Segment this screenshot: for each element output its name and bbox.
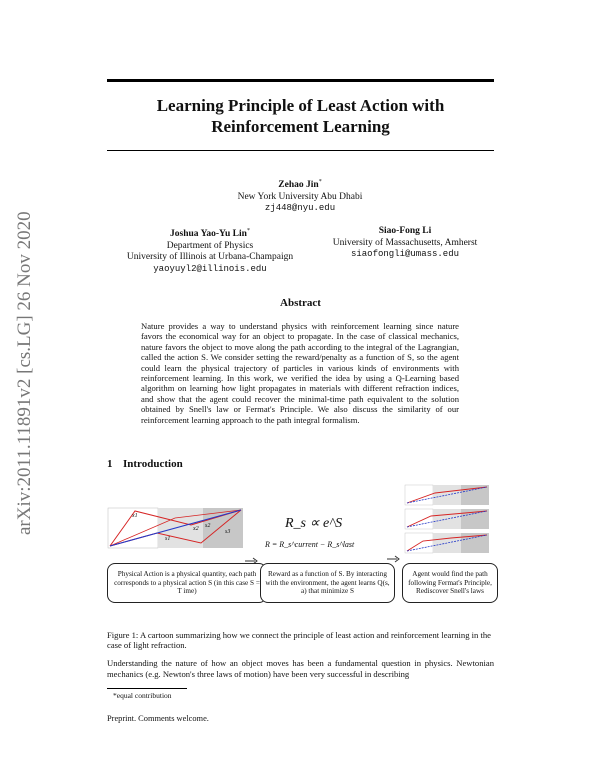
learned-paths-panel <box>405 485 489 553</box>
equation-reward-proportional: R_s ∝ e^S <box>285 516 343 531</box>
figure-caption: Figure 1: A cartoon summarizing how we connect the principle of least action and reinforcement learning in the case of light refraction. <box>107 630 491 651</box>
abstract-body: Nature provides a way to understand physics with reinforcement learning since nature favors the economical way for an object to propagate. In the case of classical mechanics, nature favors the object to move along the path according to the integral of the Lagrangian, called the action S. We consider setting the reward/penalty as a function of S, so the agent could learn the physical trajectory of particles in various kinds of environments with reinforcement learning. In this work, we verified the idea by using a Q-Learning based algorithm on learning how light propagates in materials with different refraction indices, and show that the agent could recover the minimal-time path equivalent to the solution obtained by Snell's law or Fermat's Principle. We also discuss the similarity of our reinforcement learning approach to the path integral formalism. <box>141 321 459 425</box>
author-affiliation-2: University of Illinois at Urbana-Champaign <box>126 252 294 263</box>
author-block-2 <box>110 226 310 275</box>
label-s2: s2 <box>205 523 211 529</box>
author-affiliation: University of Massachusetts, Amherst <box>332 237 478 248</box>
label-s1: s1 <box>165 536 171 542</box>
refraction-panel <box>108 508 243 548</box>
preprint-footer: Preprint. Comments welcome. <box>107 714 209 723</box>
footnote-rule <box>107 688 187 689</box>
title-line-2: Reinforcement Learning <box>211 117 390 136</box>
title-line-1: Learning Principle of Least Action with <box>156 96 445 115</box>
author-name: Joshua Yao-Yu Lin <box>170 229 247 240</box>
author-name: Siao-Fong Li <box>378 226 432 236</box>
author-block-3 <box>305 226 505 261</box>
author-mark: * <box>318 179 322 185</box>
section-number: 1 <box>107 458 113 470</box>
section-heading <box>107 458 183 470</box>
label-x2: x2 <box>193 526 199 532</box>
author-block-1 <box>200 177 400 215</box>
footnote: *equal contribution <box>113 691 172 700</box>
author-email: yaoyuyl2@illinois.edu <box>153 263 267 274</box>
section-title: Introduction <box>123 458 183 470</box>
abstract-heading: Abstract <box>280 297 321 309</box>
intro-paragraph: Understanding the nature of how an object moves has been a fundamental question in physics. Newtonian mechanics (e.g. Newton's three laws of motion) have been very successful in describing <box>107 658 494 679</box>
title-bottom-rule <box>107 150 494 151</box>
caption-box-agent: Agent would find the path following Fermat's Principle, Rediscover Snell's laws <box>402 563 498 603</box>
author-affiliation: Department of Physics <box>166 240 254 251</box>
title-top-rule <box>107 79 494 82</box>
label-x1: x1 <box>132 513 138 519</box>
author-affiliation: New York University Abu Dhabi <box>237 191 363 202</box>
author-email: siaofongli@umass.edu <box>350 249 460 259</box>
caption-box-action: Physical Action is a physical quantity, each path corresponds to a physical action S (in this case S = T ime) <box>107 563 267 603</box>
arxiv-identifier-sidebar: arXiv:2011.11891v2 [cs.LG] 26 Nov 2020 <box>14 211 35 535</box>
author-name: Zehao Jin <box>278 180 319 191</box>
label-s3: s3 <box>225 529 231 535</box>
figure-1 <box>105 483 495 623</box>
caption-box-reward: Reward as a function of S. By interacting with the environment, the agent learns Q(s, a) that minimize S <box>260 563 395 603</box>
author-mark: * <box>246 228 250 234</box>
paper-title <box>107 95 494 137</box>
author-email: zj448@nyu.edu <box>264 203 336 214</box>
equation-reward-difference: R = R_s^current − R_s^last <box>265 540 355 549</box>
